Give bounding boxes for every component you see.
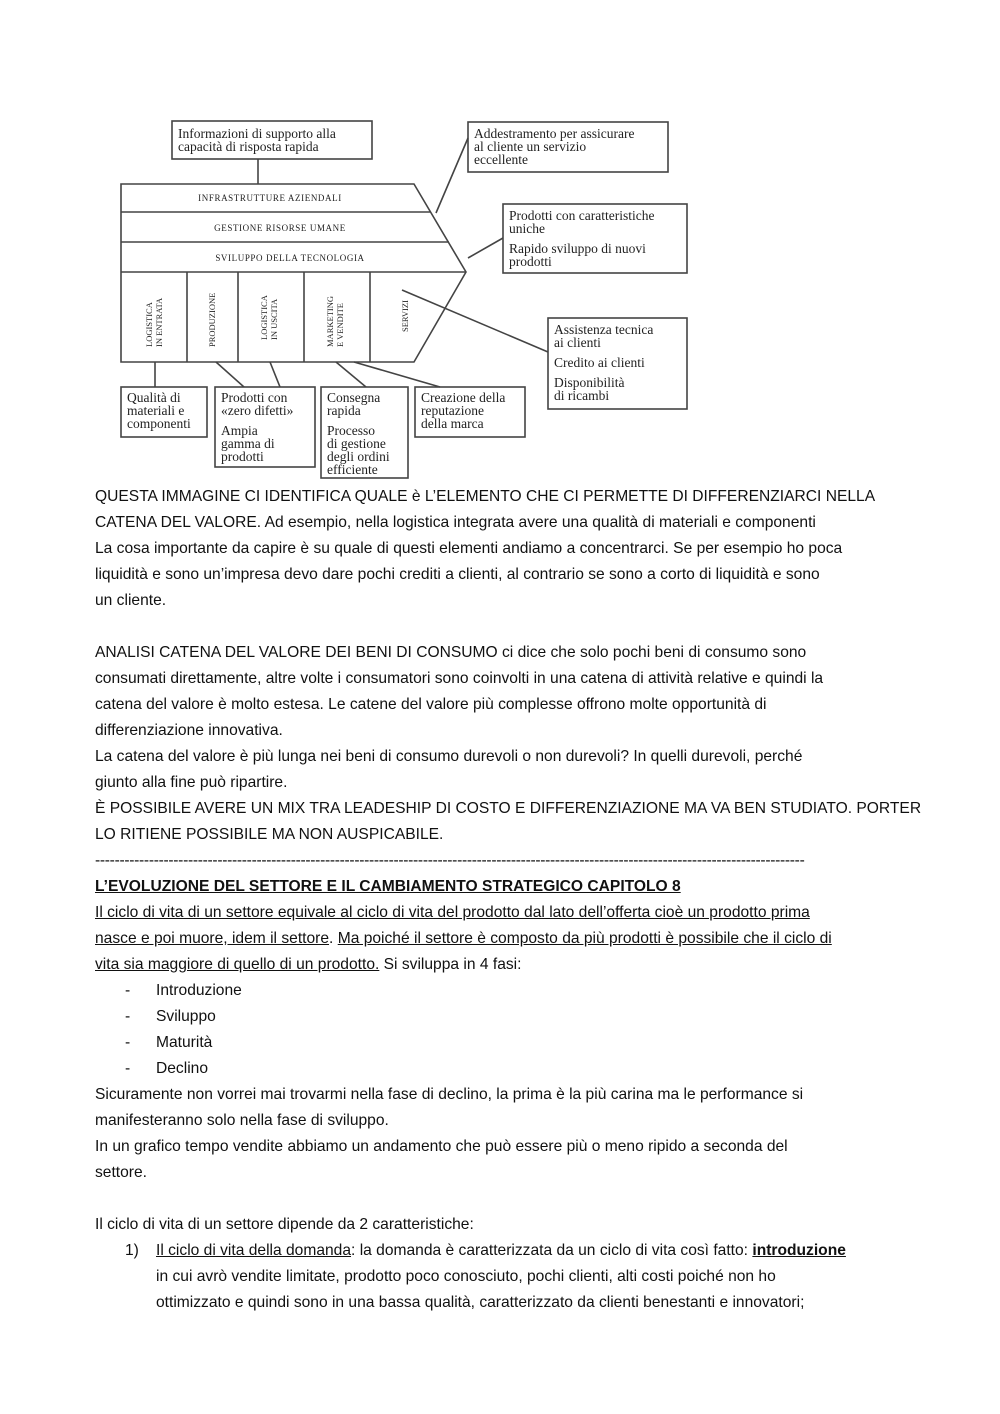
ciclo-line-1: Il ciclo di vita di un settore equivale al ciclo di vita del prodotto dal lato dell’offerta cioè un prodotto prima	[95, 904, 810, 921]
value-chain-diagram	[0, 0, 1000, 490]
connector-line	[468, 238, 503, 258]
document-body	[95, 484, 922, 1316]
paragraph-4: Il ciclo di vita di un settore dipende da 2 caratteristiche:	[95, 1216, 474, 1233]
connector-line	[354, 362, 440, 387]
list-item: - Introduzione	[125, 982, 242, 999]
quality-label: Qualità di materiali e componenti	[127, 390, 191, 431]
products-label: Prodotti con caratteristiche uniche Rapido sviluppo di nuovi prodotti	[509, 208, 655, 269]
paragraph-2: ANALISI CATENA DEL VALORE DEI BENI DI CONSUMO ci dice che solo pochi beni di consumo sono consumati direttamente, altre volte i consumatori sono coinvolti in una catena di attività relative e quindi la catena del valore è molto estesa. Le catene del valore più complesse offrono molte opportunità di differenziazione innovativa. La catena del valore è più lunga nei beni di consumo durevoli o non durevoli? In quelli durevoli, perché giunto alla fine può ripartire. È POSSIBILE AVERE UN MIX TRA LEADESHIP DI COSTO E DIFFERENZIAZIONE MA VA BEN STUDIATO. PORTER LO RITIENE POSSIBILE MA NON AUSPICABILE.	[95, 644, 922, 843]
ciclo-line-2: nasce e poi muore, idem il settore. Ma poiché il settore è composto da più prodotti è possibile che il ciclo di	[95, 930, 832, 947]
chain-outline	[121, 184, 466, 362]
paragraph-1: QUESTA IMMAGINE CI IDENTIFICA QUALE è L’ELEMENTO CHE CI PERMETTE DI DIFFERENZIARCI NELLA CATENA DEL VALORE. Ad esempio, nella logistica integrata avere una qualità di materiali e componenti La cosa importante da capire è su quale di questi elementi andiamo a concentrarci. Se per esempio ho poca liquidità e sono un’impresa devo dare pochi crediti a clienti, al contrario se sono a corto di liquidità e sono un cliente.	[95, 488, 876, 609]
primary-marketing-2: E VENDITE	[335, 303, 345, 347]
band-tecnologia: SVILUPPO DELLA TECNOLOGIA	[215, 253, 365, 263]
delivery-label: Consegna rapida Processo di gestione degli ordini efficiente	[327, 390, 390, 477]
primary-servizi: SERVIZI	[400, 300, 410, 332]
primary-logistica-entrata-1: LOGISTICA	[144, 302, 154, 347]
primary-logistica-uscita-1: LOGISTICA	[259, 295, 269, 340]
separator-line: -------------------------------------------------------------------------------------------------------------------------------------------------	[95, 852, 805, 869]
primary-logistica-entrata-2: IN ENTRATA	[154, 297, 164, 347]
reputation-label: Creazione della reputazione della marca	[421, 390, 506, 431]
support-info-label: Informazioni di supporto alla capacità di risposta rapida	[178, 126, 336, 154]
connector-line	[336, 362, 366, 387]
assistance-label: Assistenza tecnica ai clienti Credito ai clienti Disponibilità di ricambi	[554, 322, 654, 403]
training-label: Addestramento per assicurare al cliente un servizio eccellente	[474, 126, 635, 167]
phases-list	[95, 978, 915, 1082]
primary-marketing-1: MARKETING	[325, 296, 335, 347]
list-item: - Sviluppo	[125, 1008, 216, 1025]
list-item: - Declino	[125, 1060, 209, 1077]
list-item: - Maturità	[125, 1034, 213, 1051]
paragraph-3: Sicuramente non vorrei mai trovarmi nella fase di declino, la prima è la più carina ma le performance si manifesteranno solo nella fase di sviluppo. In un grafico tempo vendite abbiamo un andamento che può essere più o meno ripido a seconda del settore.	[95, 1086, 804, 1181]
zero-defects-label: Prodotti con «zero difetti» Ampia gamma di prodotti	[221, 390, 294, 464]
characteristics-list	[95, 1238, 915, 1316]
connector-line	[436, 138, 468, 213]
list-item: 1) Il ciclo di vita della domanda: la domanda è caratterizzata da un ciclo di vita così fatto: introduzione in cui avrò vendite limitate, prodotto poco conosciuto, pochi clienti, alti costi poiché non ho ottimizzato e quindi sono in una bassa qualità, caratterizzato da clienti benestanti e innovatori;	[125, 1242, 846, 1311]
ciclo-line-3: vita sia maggiore di quello di un prodotto. Si sviluppa in 4 fasi:	[95, 956, 522, 973]
primary-produzione: PRODUZIONE	[207, 292, 217, 347]
primary-logistica-uscita-2: IN USCITA	[269, 298, 279, 340]
connector-line	[270, 362, 280, 387]
connector-line	[216, 362, 244, 387]
chapter-title: L’EVOLUZIONE DEL SETTORE E IL CAMBIAMENTO STRATEGICO CAPITOLO 8	[95, 878, 681, 895]
band-risorse-umane: GESTIONE RISORSE UMANE	[214, 223, 346, 233]
band-infrastrutture: INFRASTRUTTURE AZIENDALI	[198, 193, 342, 203]
connector-line	[402, 290, 548, 352]
